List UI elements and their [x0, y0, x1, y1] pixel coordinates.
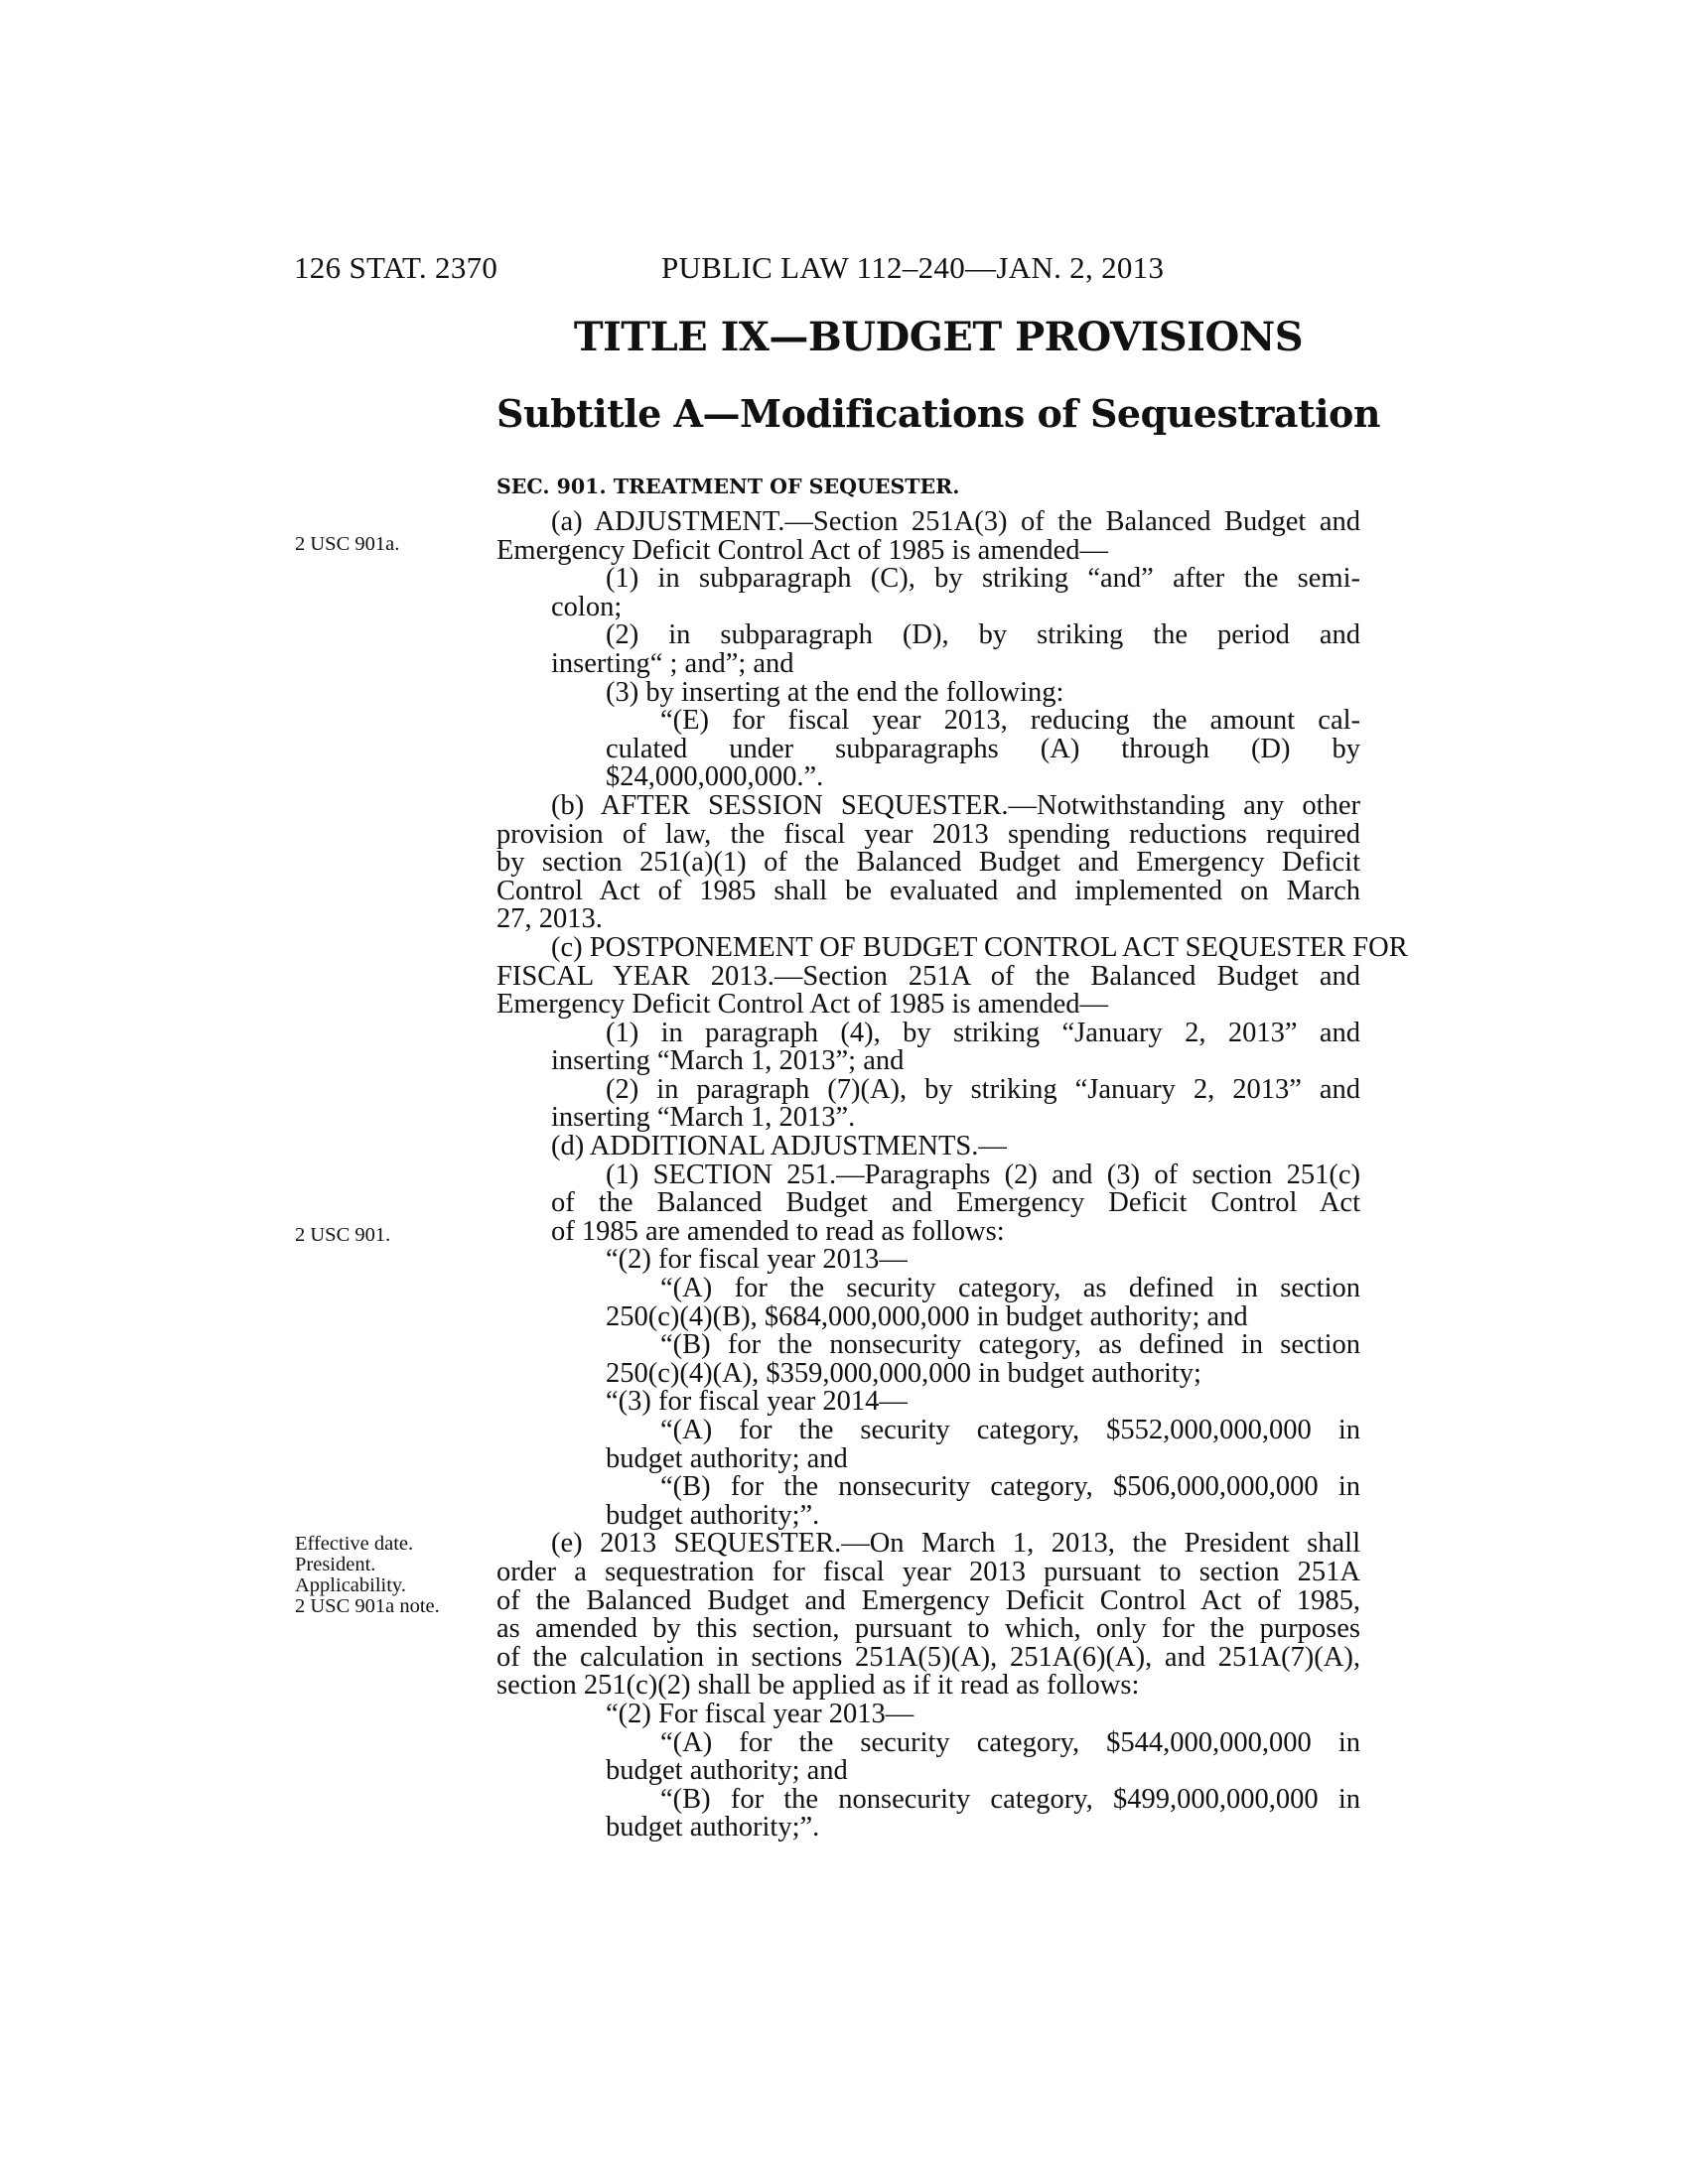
body-line: Emergency Deficit Control Act of 1985 is amended—: [496, 989, 1109, 1021]
margin-note-citation: 2 USC 901.: [295, 1224, 391, 1246]
body-line: “(B) for the nonsecurity category, $499,000,000,000 in: [660, 1783, 1360, 1815]
title-heading: TITLE IX—BUDGET PROVISIONS: [573, 314, 1304, 360]
body-line: budget authority; and: [606, 1755, 848, 1787]
body-line: “(A) for the security category, $552,000,000,000 in: [660, 1415, 1360, 1445]
section-body: [496, 506, 1408, 1843]
body-line: “(3) for fiscal year 2014—: [606, 1386, 908, 1418]
body-line: of the calculation in sections 251A(5)(A), 251A(6)(A), and 251A(7)(A),: [496, 1641, 1360, 1673]
body-line: (3) by inserting at the end the following:: [606, 676, 1064, 708]
body-line: (e) 2013 SEQUESTER.—On March 1, 2013, the President shall: [551, 1528, 1360, 1560]
body-line: FISCAL YEAR 2013.—Section 251A of the Balanced Budget and: [496, 960, 1360, 992]
body-line: order a sequestration for fiscal year 2013 pursuant to section 251A: [496, 1556, 1360, 1587]
body-line: “(B) for the nonsecurity category, as defined in section: [660, 1329, 1360, 1361]
body-line: Control Act of 1985 shall be evaluated and implemented on March: [496, 875, 1360, 906]
page-stat-citation: 126 STAT. 2370: [294, 250, 498, 285]
body-line: (2) in subparagraph (D), by striking the period and: [606, 619, 1360, 651]
body-line: “(E) for fiscal year 2013, reducing the amount cal-: [660, 705, 1360, 737]
body-line: (1) in subparagraph (C), by striking “and” after the semi-: [606, 563, 1360, 595]
margin-note-citation: 2 USC 901a.: [295, 533, 400, 555]
body-line: “(B) for the nonsecurity category, $506,000,000,000 in: [660, 1471, 1360, 1503]
body-line: budget authority;”.: [606, 1499, 820, 1531]
body-line: of 1985 are amended to read as follows:: [551, 1215, 1005, 1247]
body-line: culated under subparagraphs (A) through (D) by: [606, 733, 1360, 764]
body-line: by section 251(a)(1) of the Balanced Budget and Emergency Deficit: [496, 847, 1360, 879]
body-line: “(2) for fiscal year 2013—: [606, 1244, 908, 1276]
body-line: (d) ADDITIONAL ADJUSTMENTS.—: [551, 1131, 1007, 1162]
body-line: 250(c)(4)(B), $684,000,000,000 in budget authority; and: [606, 1300, 1248, 1332]
body-line: “(A) for the security category, $544,000,000,000 in: [660, 1726, 1360, 1758]
body-line: inserting“ ; and”; and: [551, 647, 794, 679]
margin-note-group: [295, 1534, 440, 1617]
body-line: (c) POSTPONEMENT OF BUDGET CONTROL ACT SEQUESTER FOR: [551, 931, 1408, 963]
subtitle-heading: Subtitle A—Modifications of Sequestration: [496, 391, 1381, 436]
body-line: $24,000,000,000.”.: [606, 761, 824, 793]
section-heading: SEC. 901. TREATMENT OF SEQUESTER.: [496, 475, 960, 498]
body-line: 250(c)(4)(A), $359,000,000,000 in budget authority;: [606, 1357, 1201, 1389]
body-line: (a) ADJUSTMENT.—Section 251A(3) of the Balanced Budget and: [551, 506, 1360, 537]
body-line: “(2) For fiscal year 2013—: [606, 1698, 914, 1729]
body-line: Emergency Deficit Control Act of 1985 is amended—: [496, 534, 1109, 566]
body-line: (1) in paragraph (4), by striking “January 2, 2013” and: [606, 1017, 1360, 1048]
margin-note-line: Applicability.: [295, 1574, 406, 1596]
margin-note-line: Effective date.: [295, 1533, 414, 1555]
body-line: inserting “March 1, 2013”; and: [551, 1045, 905, 1077]
body-line: of the Balanced Budget and Emergency Deficit Control Act: [551, 1187, 1360, 1219]
body-line: “(A) for the security category, as defined in section: [660, 1273, 1360, 1304]
body-line: 27, 2013.: [496, 903, 603, 935]
body-line: budget authority; and: [606, 1442, 848, 1474]
body-line: provision of law, the fiscal year 2013 spending reductions required: [496, 818, 1360, 850]
margin-note-line: President.: [295, 1554, 376, 1575]
body-line: section 251(c)(2) shall be applied as if it read as follows:: [496, 1670, 1140, 1702]
body-line: colon;: [551, 591, 623, 622]
body-line: (2) in paragraph (7)(A), by striking “January 2, 2013” and: [606, 1073, 1360, 1105]
body-line: budget authority;”.: [606, 1812, 820, 1843]
body-line: (1) SECTION 251.—Paragraphs (2) and (3) of section 251(c): [606, 1159, 1360, 1190]
body-line: of the Balanced Budget and Emergency Deficit Control Act of 1985,: [496, 1584, 1360, 1616]
body-line: (b) AFTER SESSION SEQUESTER.—Notwithstanding any other: [551, 789, 1360, 821]
running-header: PUBLIC LAW 112–240—JAN. 2, 2013: [661, 250, 1165, 285]
body-line: inserting “March 1, 2013”.: [551, 1102, 856, 1134]
margin-note-line: 2 USC 901a note.: [295, 1595, 440, 1617]
body-line: as amended by this section, pursuant to which, only for the purposes: [496, 1613, 1360, 1645]
